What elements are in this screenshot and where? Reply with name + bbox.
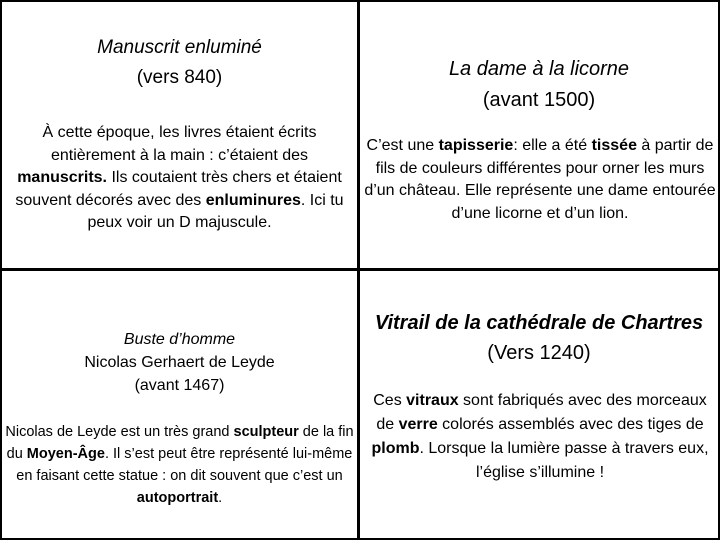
text-run: . Il s’est peut être représenté lui-même en faisant cette statue : on dit souvent que c’est un xyxy=(16,446,353,484)
cell-vitrail xyxy=(360,271,718,538)
vitrail-title: Vitrail de la cathédrale de Chartres xyxy=(374,312,704,334)
cell-licorne xyxy=(360,2,718,268)
bold-term: Moyen-Âge xyxy=(26,446,105,462)
text-run: colorés assemblés avec des tiges de xyxy=(437,416,704,433)
text-run: sont fabriqués avec des morceaux de xyxy=(376,392,707,433)
cell-manuscrit xyxy=(2,2,357,268)
bold-term: enluminures xyxy=(205,191,301,209)
text-run: . Ici tu peux voir un D majuscule. xyxy=(87,191,344,231)
text-run: . Lorsque la lumière passe à travers eux, l’église s’illumine ! xyxy=(419,440,709,481)
text-run: Nicolas de Leyde est un très grand xyxy=(5,424,234,440)
bold-term: manuscrits. xyxy=(17,169,107,186)
bold-term: autoportrait xyxy=(136,490,219,506)
licorne-description xyxy=(364,135,716,225)
text-run: . xyxy=(218,490,223,506)
licorne-date: (avant 1500) xyxy=(482,89,596,111)
text-run: C’est une xyxy=(366,137,439,154)
bold-term: tissée xyxy=(591,137,637,154)
bold-term: tapisserie xyxy=(438,137,514,154)
bold-term: plomb xyxy=(371,440,420,457)
buste-title: Buste d’homme xyxy=(123,331,236,348)
text-run: Ces xyxy=(373,392,407,409)
manuscrit-title: Manuscrit enluminé xyxy=(97,37,262,58)
vitrail-description xyxy=(364,389,716,485)
licorne-title: La dame à la licorne xyxy=(448,58,630,80)
manuscrit-description xyxy=(4,122,355,235)
bold-term: verre xyxy=(398,416,438,433)
manuscrit-date: (vers 840) xyxy=(136,67,223,88)
text-run: Ils coutaient très chers et étaient souvent décorés avec des xyxy=(15,169,342,209)
buste-description xyxy=(4,421,355,509)
buste-date: (avant 1467) xyxy=(134,377,225,394)
cell-buste xyxy=(2,271,357,538)
bold-term: vitraux xyxy=(406,392,459,409)
vitrail-date: (Vers 1240) xyxy=(487,342,591,364)
buste-artist: Nicolas Gerhaert de Leyde xyxy=(84,354,275,371)
text-run: à partir de fils de couleurs différentes pour orner les murs d’un château. Elle représente une dame entourée d’une licorne et d’un lion. xyxy=(364,137,716,222)
text-run: À cette époque, les livres étaient écrits entièrement à la main : c’étaient des xyxy=(42,124,317,164)
bold-term: sculpteur xyxy=(233,424,299,440)
text-run: : elle a été xyxy=(513,137,592,154)
text-run: de la fin du xyxy=(6,424,354,462)
